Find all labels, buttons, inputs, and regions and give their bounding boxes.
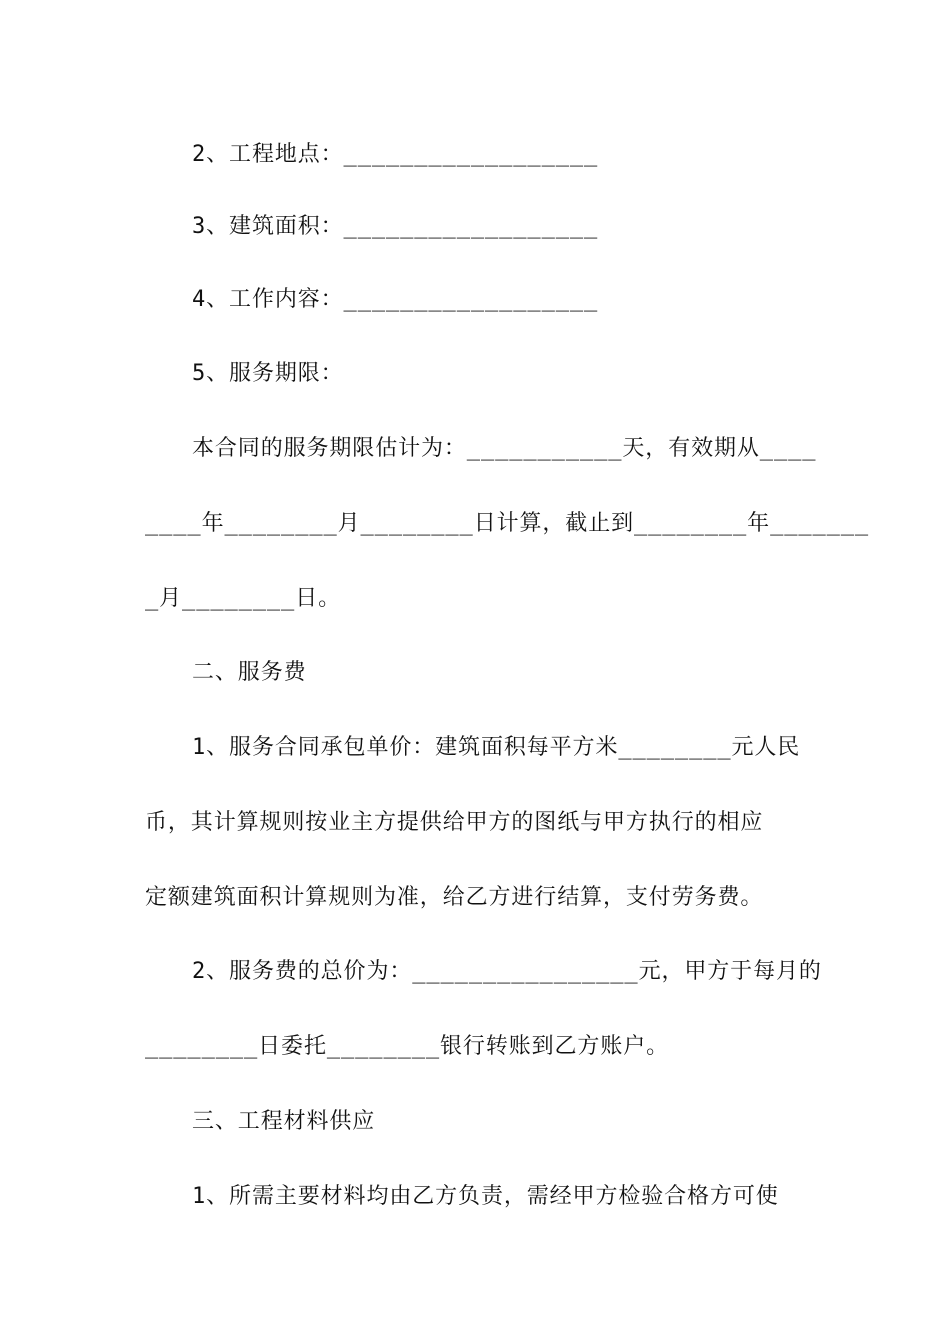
paragraph-unit-price-line-3: 定额建筑面积计算规则为准，给乙方进行结算，支付劳务费。	[145, 885, 764, 910]
item-building-area: 3、建筑面积：__________________	[192, 214, 599, 239]
paragraph-term-line-3: _月________日。	[145, 586, 342, 611]
paragraph-unit-price-line-1: 1、服务合同承包单价：建筑面积每平方米________元人民	[192, 735, 801, 760]
section-heading-service-fee: 二、服务费	[192, 660, 307, 685]
paragraph-unit-price-line-2: 币，其计算规则按业主方提供给甲方的图纸与甲方执行的相应	[145, 810, 764, 835]
item-project-location: 2、工程地点：__________________	[192, 142, 599, 167]
paragraph-term-line-1: 本合同的服务期限估计为：___________天，有效期从____	[192, 436, 817, 461]
paragraph-term-line-2: ____年________月________日计算，截止到________年_______	[145, 511, 870, 536]
item-work-content: 4、工作内容：__________________	[192, 287, 599, 312]
section-heading-materials: 三、工程材料供应	[192, 1109, 376, 1134]
paragraph-materials-line-1: 1、所需主要材料均由乙方负责，需经甲方检验合格方可使	[192, 1184, 779, 1209]
paragraph-total-fee-line-1: 2、服务费的总价为：________________元，甲方于每月的	[192, 959, 822, 984]
paragraph-total-fee-line-2: ________日委托________银行转账到乙方账户。	[145, 1034, 670, 1059]
item-service-term: 5、服务期限：	[192, 361, 344, 386]
